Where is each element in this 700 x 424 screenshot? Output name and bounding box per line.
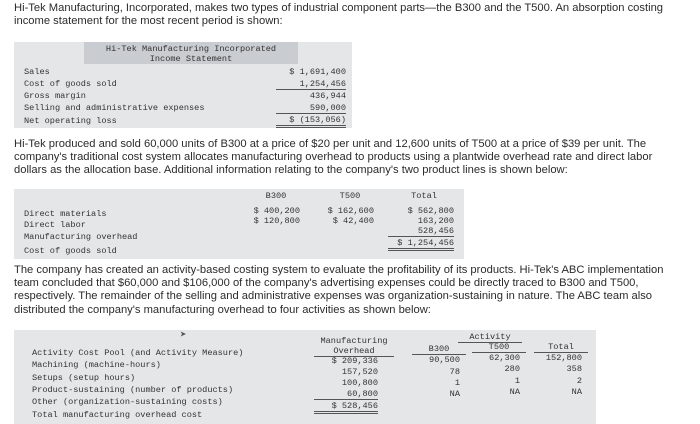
t500-cell: 1: [514, 376, 520, 386]
net-loss-value: $ (153,056): [276, 115, 346, 128]
cost-of-goods-sold-total: $ 1,254,456: [388, 238, 454, 251]
row-value: 590,000: [276, 103, 346, 114]
row-label: Direct labor: [24, 220, 86, 230]
intro-paragraph: Hi-Tek Manufacturing, Incorporated, makes two types of industrial component parts—the B300 and the T500. An absorption costing income statement for the most recent period is shown:: [14, 2, 664, 28]
pool-header: Activity Cost Pool (and Activity Measure): [32, 348, 244, 358]
total-cell: 358: [566, 364, 582, 374]
col-header-t500: T500: [472, 342, 526, 353]
mo-cell: 100,800: [341, 378, 378, 388]
cell-total: 163,200: [417, 216, 454, 226]
company-name: Hi-Tek Manufacturing Incorporated: [105, 44, 277, 54]
product-cost-table: [14, 189, 464, 259]
b300-cell: 90,500: [429, 355, 460, 365]
cell-b300: $ 120,800: [253, 216, 300, 226]
total-cell: NA: [571, 387, 582, 397]
t500-cell: NA: [509, 387, 520, 397]
cell-t500: $ 162,600: [327, 206, 374, 216]
row-value: 1,254,456: [276, 79, 346, 90]
cell-t500: $ 42,400: [332, 216, 374, 226]
row-label: Net operating loss: [24, 116, 117, 126]
row-label: Total manufacturing overhead cost: [32, 410, 203, 420]
row-value: 436,944: [309, 91, 346, 101]
mo-total-cell: $ 528,456: [314, 401, 378, 414]
b300-cell: 78: [449, 367, 460, 377]
total-cell: 152,800: [545, 353, 582, 363]
t500-cell: 280: [504, 364, 520, 374]
mo-header-line1: Manufacturing: [320, 336, 388, 346]
cell-b300: $ 400,200: [253, 206, 300, 216]
row-label: Cost of goods sold: [24, 79, 117, 89]
paragraph-3: The company has created an activity-based costing system to evaluate the profitability of its products. Hi-Tek's ABC implementation team concluded that $60,000 and $106,000 of the company's advertising expenses could be directly traced to B300 and T500, respectively. The remainder of the selling and administrative expenses was organization-sustaining in nature. The ABC team also distributed the company's manufacturing overhead to four activities as shown below:: [14, 264, 664, 316]
mo-cell: 60,800: [314, 389, 378, 400]
row-value: $ 1,691,400: [289, 67, 346, 77]
abc-activity-table: [14, 330, 596, 424]
statement-title: Income Statement: [149, 54, 233, 64]
row-label: Gross margin: [24, 91, 86, 101]
row-label: Other (organization-sustaining costs): [32, 397, 223, 407]
row-label: Selling and administrative expenses: [24, 103, 205, 113]
row-label: Direct materials: [24, 209, 107, 219]
row-label: Machining (machine-hours): [32, 360, 161, 370]
income-statement-table: [14, 42, 352, 128]
col-header-b300: B300: [265, 191, 287, 201]
mo-cell: $ 209,336: [331, 356, 378, 366]
total-cell: 2: [576, 376, 582, 386]
b300-cell: NA: [449, 389, 460, 399]
col-header-total: Total: [534, 342, 588, 353]
paragraph-2: Hi-Tek produced and sold 60,000 units of B300 at a price of $20 per unit and 12,600 units of T500 at a price of $39 per unit. The company's traditional cost system allocates manufacturing overhead to products using a plantwide overhead rate and direct labor dollars as the allocation base. Additional information relating to the company's two product lines is shown below:: [14, 138, 653, 177]
activity-header: Activity: [458, 332, 522, 343]
cell-total: 528,456: [388, 226, 454, 237]
row-label: Product-sustaining (number of products): [32, 385, 234, 395]
mo-header-line2: Overhead: [314, 346, 394, 357]
row-label: Manufacturing overhead: [24, 232, 138, 242]
row-label: Cost of goods sold: [24, 246, 117, 256]
col-header-total: Total: [411, 191, 437, 201]
mo-cell: 157,520: [341, 367, 378, 377]
cell-total: $ 562,800: [407, 206, 454, 216]
b300-cell: 1: [454, 378, 460, 388]
col-header-t500: T500: [339, 191, 361, 201]
row-label: Setups (setup hours): [32, 373, 136, 383]
t500-cell: 62,300: [489, 353, 520, 363]
cursor-arrow-icon: ➤: [180, 330, 187, 342]
col-header-b300: B300: [412, 344, 466, 355]
row-label: Sales: [24, 67, 50, 77]
